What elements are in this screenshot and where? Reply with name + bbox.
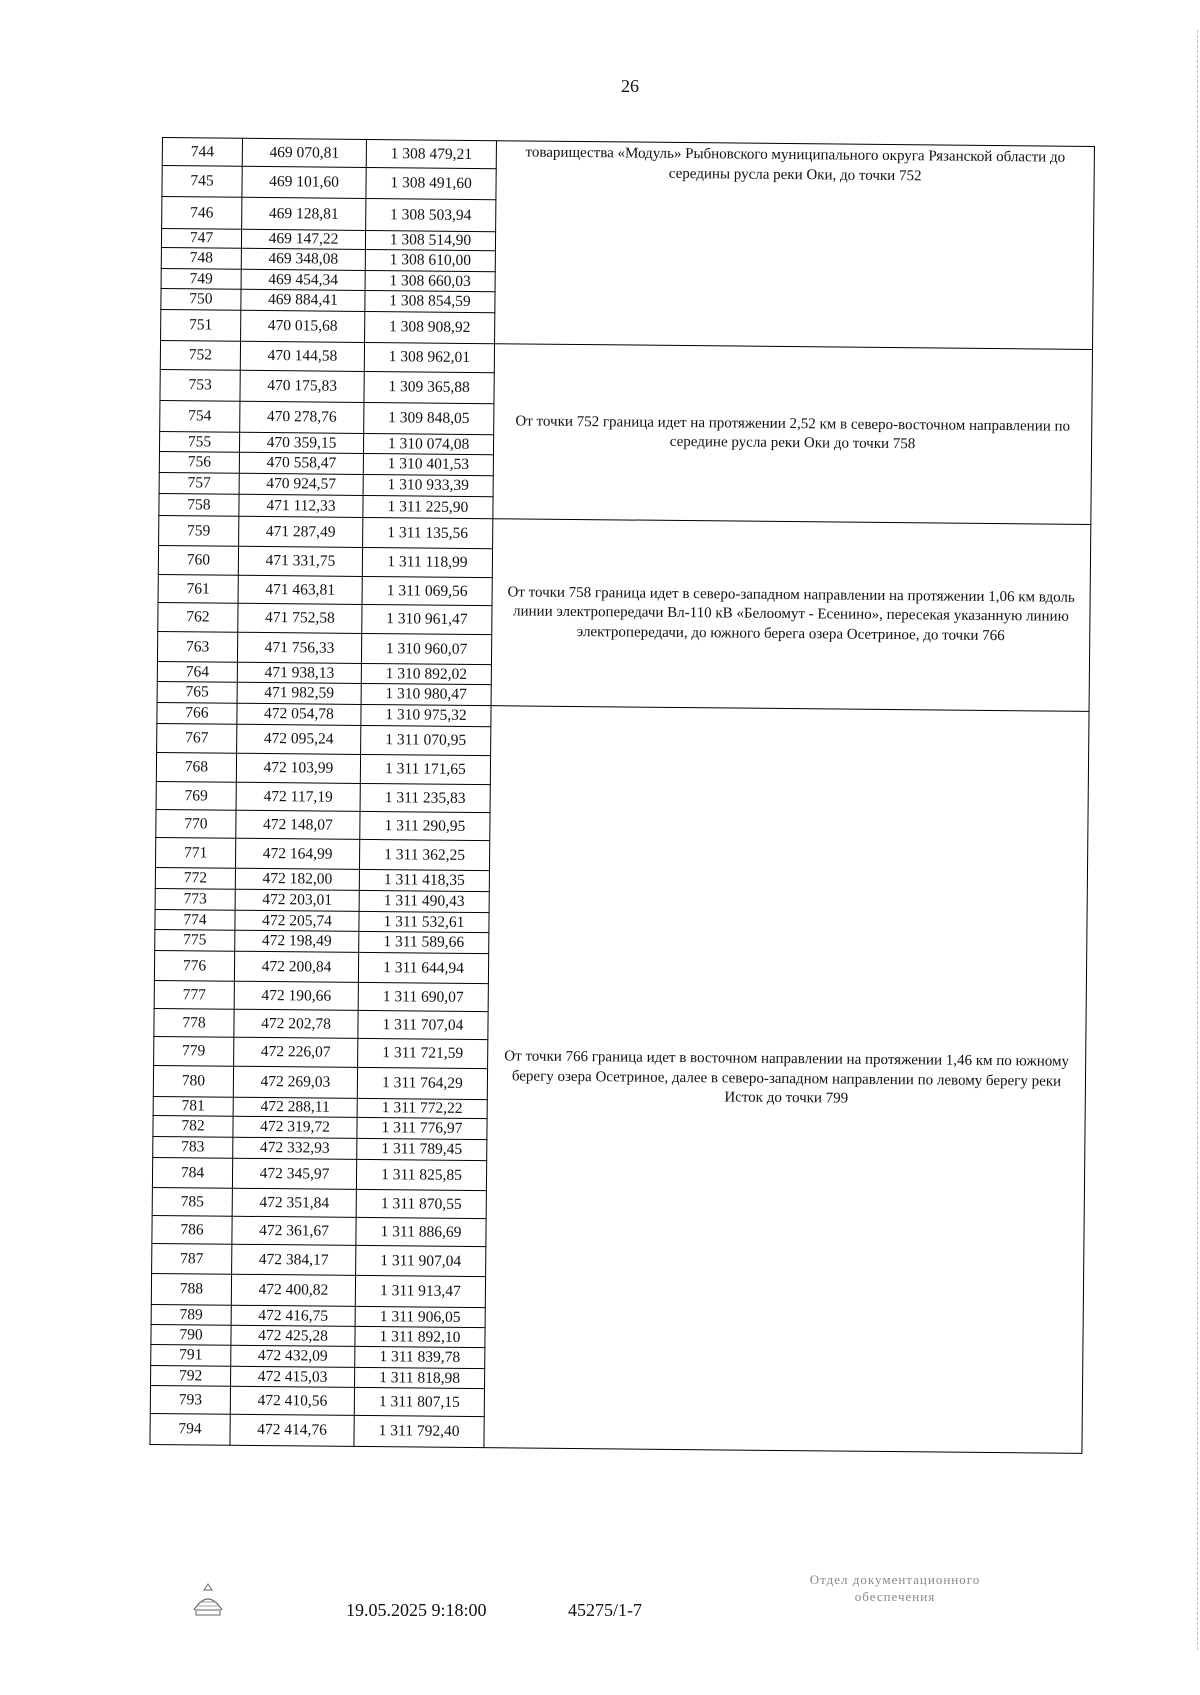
y-coordinate-cell: 1 311 418,35 <box>359 869 489 891</box>
coordinates-table <box>149 137 1095 1454</box>
x-coordinate-cell: 472 200,84 <box>234 951 358 982</box>
y-coordinate-cell: 1 311 789,45 <box>357 1138 487 1160</box>
x-coordinate-cell: 472 198,49 <box>235 930 359 952</box>
x-coordinate-cell: 472 203,01 <box>235 889 359 911</box>
x-coordinate-cell: 472 164,99 <box>235 838 359 869</box>
point-number-cell: 779 <box>154 1036 234 1066</box>
x-coordinate-cell: 471 287,49 <box>239 516 363 547</box>
x-coordinate-cell: 472 351,84 <box>232 1188 356 1217</box>
x-coordinate-cell: 470 924,57 <box>239 473 363 495</box>
y-coordinate-cell: 1 310 074,08 <box>363 433 493 454</box>
point-number-cell: 744 <box>162 138 242 167</box>
y-coordinate-cell: 1 311 818,98 <box>355 1367 485 1388</box>
x-coordinate-cell: 472 205,74 <box>235 910 359 931</box>
y-coordinate-cell: 1 310 892,02 <box>361 663 491 684</box>
boundary-description-cell: От точки 752 граница идет на протяжении 2,52 км в северо-восточном направлении по середине русла реки Оки до точки 758 <box>493 344 1093 525</box>
y-coordinate-cell: 1 311 792,40 <box>354 1415 484 1447</box>
x-coordinate-cell: 471 756,33 <box>237 632 361 663</box>
point-number-cell: 760 <box>158 545 238 575</box>
y-coordinate-cell: 1 310 980,47 <box>361 683 491 705</box>
point-number-cell: 772 <box>155 867 235 889</box>
point-number-cell: 790 <box>151 1324 231 1345</box>
x-coordinate-cell: 469 128,81 <box>242 197 366 230</box>
y-coordinate-cell: 1 311 532,61 <box>359 911 489 932</box>
point-number-cell: 746 <box>162 197 242 230</box>
y-coordinate-cell: 1 311 721,59 <box>358 1038 488 1068</box>
y-coordinate-cell: 1 308 491,60 <box>366 167 496 199</box>
x-coordinate-cell: 472 103,99 <box>236 753 360 783</box>
point-number-cell: 767 <box>157 723 237 753</box>
y-coordinate-cell: 1 308 503,94 <box>366 198 496 231</box>
point-number-cell: 774 <box>155 909 235 930</box>
x-coordinate-cell: 469 348,08 <box>241 248 365 270</box>
y-coordinate-cell: 1 311 171,65 <box>360 754 490 784</box>
point-number-cell: 785 <box>152 1187 232 1216</box>
y-coordinate-cell: 1 311 135,56 <box>363 517 493 548</box>
x-coordinate-cell: 471 752,58 <box>238 603 362 633</box>
x-coordinate-cell: 472 400,82 <box>231 1274 355 1306</box>
x-coordinate-cell: 472 202,78 <box>234 1009 358 1038</box>
x-coordinate-cell: 472 384,17 <box>232 1244 356 1275</box>
point-number-cell: 783 <box>153 1136 233 1158</box>
y-coordinate-cell: 1 308 854,59 <box>365 290 495 312</box>
y-coordinate-cell: 1 309 848,05 <box>364 402 494 434</box>
y-coordinate-cell: 1 311 892,10 <box>355 1326 485 1347</box>
x-coordinate-cell: 472 288,11 <box>233 1097 357 1117</box>
point-number-cell: 770 <box>156 809 236 838</box>
point-number-cell: 757 <box>159 472 239 494</box>
y-coordinate-cell: 1 311 070,95 <box>361 725 491 755</box>
point-number-cell: 762 <box>158 602 238 632</box>
x-coordinate-cell: 469 070,81 <box>242 138 366 167</box>
footer-datetime: 19.05.2025 9:18:00 <box>346 1600 487 1620</box>
point-number-cell: 753 <box>160 369 240 401</box>
y-coordinate-cell: 1 311 913,47 <box>355 1275 485 1307</box>
x-coordinate-cell: 472 410,56 <box>230 1386 354 1415</box>
x-coordinate-cell: 469 147,22 <box>241 229 365 249</box>
point-number-cell: 761 <box>158 574 238 603</box>
x-coordinate-cell: 469 884,41 <box>241 289 365 311</box>
y-coordinate-cell: 1 311 225,90 <box>363 495 493 518</box>
x-coordinate-cell: 470 558,47 <box>239 452 363 474</box>
x-coordinate-cell: 470 175,83 <box>240 370 364 402</box>
x-coordinate-cell: 471 112,33 <box>239 494 363 517</box>
y-coordinate-cell: 1 311 886,69 <box>356 1217 486 1246</box>
point-number-cell: 756 <box>159 451 239 473</box>
y-coordinate-cell: 1 308 479,21 <box>366 139 496 168</box>
y-coordinate-cell: 1 311 490,43 <box>359 890 489 912</box>
point-number-cell: 782 <box>153 1115 233 1137</box>
point-number-cell: 771 <box>155 837 235 868</box>
y-coordinate-cell: 1 311 118,99 <box>362 547 492 577</box>
point-number-cell: 748 <box>161 247 241 269</box>
y-coordinate-cell: 1 311 825,85 <box>356 1159 486 1190</box>
x-coordinate-cell: 471 331,75 <box>238 546 362 576</box>
point-number-cell: 791 <box>151 1344 231 1366</box>
point-number-cell: 769 <box>156 781 236 810</box>
page-number: 26 <box>621 76 639 96</box>
y-coordinate-cell: 1 310 960,07 <box>361 633 491 664</box>
point-number-cell: 768 <box>156 752 236 782</box>
point-number-cell: 781 <box>153 1096 233 1116</box>
footer-stamp <box>745 1572 1045 1606</box>
x-coordinate-cell: 472 319,72 <box>233 1116 357 1138</box>
point-number-cell: 764 <box>157 661 237 682</box>
point-number-cell: 758 <box>159 493 239 516</box>
stamp-line-1: Отдел документационного <box>809 1572 981 1587</box>
x-coordinate-cell: 472 414,76 <box>230 1414 354 1446</box>
x-coordinate-cell: 472 345,97 <box>232 1158 356 1189</box>
x-coordinate-cell: 472 415,03 <box>231 1366 355 1387</box>
point-number-cell: 794 <box>150 1413 230 1445</box>
point-number-cell: 787 <box>152 1243 232 1274</box>
boundary-description-cell: товарищества «Модуль» Рыбновского муниципального округа Рязанской области до середины русла реки Оки, до точки 752 <box>495 141 1095 350</box>
y-coordinate-cell: 1 308 962,01 <box>364 342 494 372</box>
y-coordinate-cell: 1 311 839,78 <box>355 1346 485 1368</box>
x-coordinate-cell: 470 015,68 <box>241 310 365 342</box>
point-number-cell: 754 <box>160 400 240 432</box>
x-coordinate-cell: 472 148,07 <box>236 810 360 839</box>
y-coordinate-cell: 1 311 290,95 <box>360 811 490 840</box>
y-coordinate-cell: 1 311 644,94 <box>358 952 488 983</box>
x-coordinate-cell: 471 463,81 <box>238 575 362 604</box>
y-coordinate-cell: 1 311 589,66 <box>359 931 489 953</box>
scan-edge-marks <box>1187 30 1198 1650</box>
y-coordinate-cell: 1 308 908,92 <box>365 311 495 343</box>
x-coordinate-cell: 470 144,58 <box>240 341 364 371</box>
x-coordinate-cell: 472 117,19 <box>236 782 360 811</box>
x-coordinate-cell: 472 190,66 <box>234 981 358 1010</box>
footer-document-number: 45275/1-7 <box>568 1600 642 1620</box>
x-coordinate-cell: 469 454,34 <box>241 269 365 290</box>
y-coordinate-cell: 1 311 870,55 <box>356 1189 486 1218</box>
point-number-cell: 759 <box>159 515 239 546</box>
point-number-cell: 777 <box>154 980 234 1009</box>
y-coordinate-cell: 1 310 975,32 <box>361 704 491 726</box>
x-coordinate-cell: 469 101,60 <box>242 166 366 198</box>
y-coordinate-cell: 1 311 362,25 <box>359 839 489 870</box>
y-coordinate-cell: 1 308 610,00 <box>365 249 495 271</box>
y-coordinate-cell: 1 311 069,56 <box>362 576 492 605</box>
y-coordinate-cell: 1 310 933,39 <box>363 474 493 496</box>
x-coordinate-cell: 472 416,75 <box>231 1305 355 1326</box>
point-number-cell: 765 <box>157 681 237 703</box>
x-coordinate-cell: 472 182,00 <box>235 868 359 890</box>
x-coordinate-cell: 472 054,78 <box>237 703 361 725</box>
point-number-cell: 745 <box>162 166 242 198</box>
boundary-description-cell: От точки 766 граница идет в восточном направлении на протяжении 1,46 км по южному берегу озера Осетриное, далее в северо-западном направлении по левому берегу реки Исток до точки 799 <box>484 706 1089 1454</box>
y-coordinate-cell: 1 310 961,47 <box>362 604 492 634</box>
y-coordinate-cell: 1 308 660,03 <box>365 270 495 291</box>
point-number-cell: 766 <box>157 702 237 724</box>
y-coordinate-cell: 1 311 690,07 <box>358 982 488 1011</box>
point-number-cell: 789 <box>151 1304 231 1325</box>
x-coordinate-cell: 471 982,59 <box>237 682 361 704</box>
y-coordinate-cell: 1 311 707,04 <box>358 1010 488 1039</box>
y-coordinate-cell: 1 311 807,15 <box>354 1387 484 1416</box>
x-coordinate-cell: 472 269,03 <box>233 1066 357 1098</box>
y-coordinate-cell: 1 311 907,04 <box>356 1245 486 1276</box>
y-coordinate-cell: 1 311 906,05 <box>355 1306 485 1327</box>
point-number-cell: 778 <box>154 1008 234 1037</box>
y-coordinate-cell: 1 309 365,88 <box>364 371 494 403</box>
y-coordinate-cell: 1 311 764,29 <box>357 1067 487 1099</box>
point-number-cell: 763 <box>157 631 237 662</box>
point-number-cell: 784 <box>152 1157 232 1188</box>
point-number-cell: 776 <box>154 950 234 981</box>
y-coordinate-cell: 1 311 235,83 <box>360 783 490 812</box>
y-coordinate-cell: 1 311 772,22 <box>357 1098 487 1118</box>
point-number-cell: 750 <box>161 288 241 310</box>
logo-icon <box>188 1580 228 1620</box>
point-number-cell: 786 <box>152 1215 232 1244</box>
y-coordinate-cell: 1 311 776,97 <box>357 1117 487 1139</box>
x-coordinate-cell: 471 938,13 <box>237 662 361 683</box>
point-number-cell: 751 <box>161 309 241 341</box>
point-number-cell: 773 <box>155 888 235 910</box>
stamp-line-2: обеспечения <box>854 1588 936 1604</box>
point-number-cell: 780 <box>153 1065 233 1097</box>
y-coordinate-cell: 1 308 514,90 <box>365 230 495 250</box>
x-coordinate-cell: 472 095,24 <box>237 724 361 754</box>
x-coordinate-cell: 472 361,67 <box>232 1216 356 1245</box>
x-coordinate-cell: 470 359,15 <box>239 432 363 453</box>
point-number-cell: 755 <box>159 431 239 452</box>
y-coordinate-cell: 1 310 401,53 <box>363 453 493 475</box>
x-coordinate-cell: 470 278,76 <box>240 401 364 433</box>
x-coordinate-cell: 472 432,09 <box>231 1345 355 1367</box>
point-number-cell: 792 <box>151 1365 231 1386</box>
point-number-cell: 775 <box>155 929 235 951</box>
point-number-cell: 747 <box>161 229 241 249</box>
point-number-cell: 793 <box>150 1385 230 1414</box>
point-number-cell: 752 <box>160 340 240 370</box>
boundary-description-cell: От точки 758 граница идет в северо-западном направлении на протяжении 1,06 км вдоль линии электропередачи Вл-110 кВ «Белоомут - Есенино», пересекая указанную линию электропередачи, до южного берега озера Осетриное, до точки 766 <box>491 519 1091 712</box>
x-coordinate-cell: 472 226,07 <box>234 1037 358 1067</box>
x-coordinate-cell: 472 332,93 <box>233 1137 357 1159</box>
point-number-cell: 788 <box>151 1273 231 1305</box>
x-coordinate-cell: 472 425,28 <box>231 1325 355 1346</box>
point-number-cell: 749 <box>161 268 241 289</box>
